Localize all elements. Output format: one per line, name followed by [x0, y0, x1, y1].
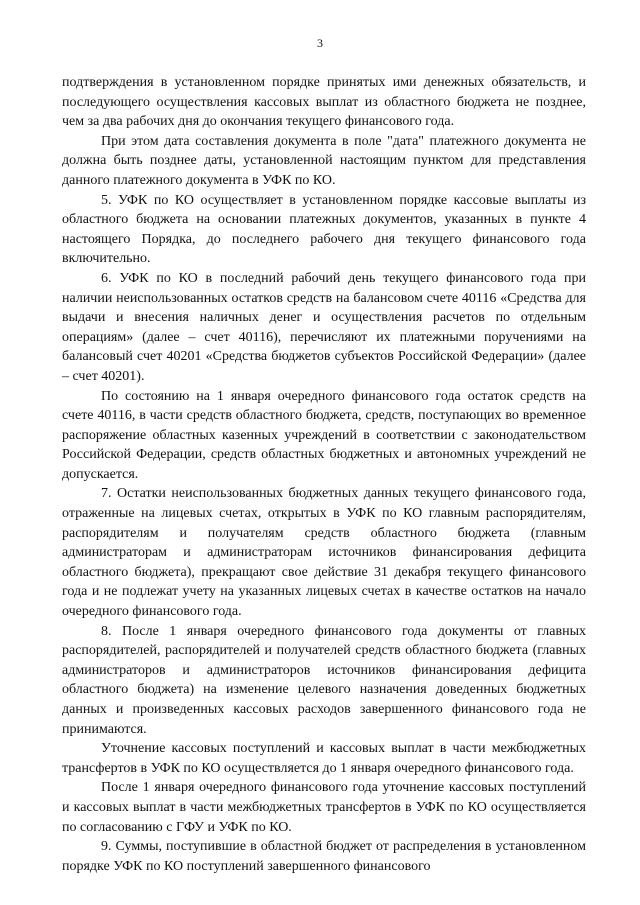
paragraph-1: подтверждения в установленном порядке принятых ими денежных обязательств, и последующего осуществления кассовых выплат из областного бюджета не позднее, чем за два рабочих дня до окончания текущего финансового года.: [62, 75, 586, 130]
page-number: 3: [317, 36, 323, 50]
paragraph-8: Уточнение кассовых поступлений и кассовых выплат в части межбюджетных трансфертов в УФК по КО осуществляется до 1 января очередного финансового года.: [62, 741, 586, 776]
paragraph-7: 8. После 1 января очередного финансового года документы от главных распорядителей, распорядителей и получателей средств областного бюджета (главных администраторов и администраторов источников финансирования дефицита областного бюджета) на изменение целевого назначения доведенных бюджетных данных и произведенных кассовых расходов завершенного финансового года не принимаются.: [62, 623, 586, 737]
document-body: [62, 73, 586, 876]
paragraph-4: 6. УФК по КО в последний рабочий день текущего финансового года при наличии неиспользованных остатков средств на балансовом счете 40116 «Средства для выдачи и внесения наличных денег и осуществления расчетов по отдельным операциям» (далее – счет 40116), перечисляют их платежными поручениями на балансовый счет 40201 «Средства бюджетов субъектов Российской Федерации» (далее – счет 40201).: [62, 270, 586, 384]
paragraph-10: 9. Суммы, поступившие в областной бюджет от распределения в установленном порядке УФК по КО поступлений завершенного финансового: [62, 839, 586, 874]
paragraph-5: По состоянию на 1 января очередного финансового года остаток средств на счете 40116, в части средств областного бюджета, средств, поступающих во временное распоряжение областных казенных учреждений в соответствии с законодательством Российской Федерации, средств областных бюджетных и автономных учреждений не допускается.: [62, 388, 586, 482]
paragraph-2: При этом дата составления документа в поле "дата" платежного документа не должна быть позднее даты, установленной настоящим пунктом для представления данного платежного документа в УФК по КО.: [62, 133, 586, 188]
paragraph-9: После 1 января очередного финансового года уточнение кассовых поступлений и кассовых выплат в части межбюджетных трансфертов в УФК по КО осуществляется по согласованию с ГФУ и УФК по КО.: [62, 780, 586, 835]
paragraph-3: 5. УФК по КО осуществляет в установленном порядке кассовые выплаты из областного бюджета на основании платежных документов, указанных в пункте 4 настоящего Порядка, до последнего рабочего дня текущего финансового года включительно.: [62, 192, 586, 267]
paragraph-6: 7. Остатки неиспользованных бюджетных данных текущего финансового года, отраженные на лицевых счетах, открытых в УФК по КО главным распорядителям, распорядителям и получателям средств областного бюджета (главным администраторам и администраторам источников финансирования дефицита областного бюджета), прекращают свое действие 31 декабря текущего финансового года и не подлежат учету на указанных лицевых счетах в качестве остатков на начало очередного финансового года.: [62, 486, 586, 620]
